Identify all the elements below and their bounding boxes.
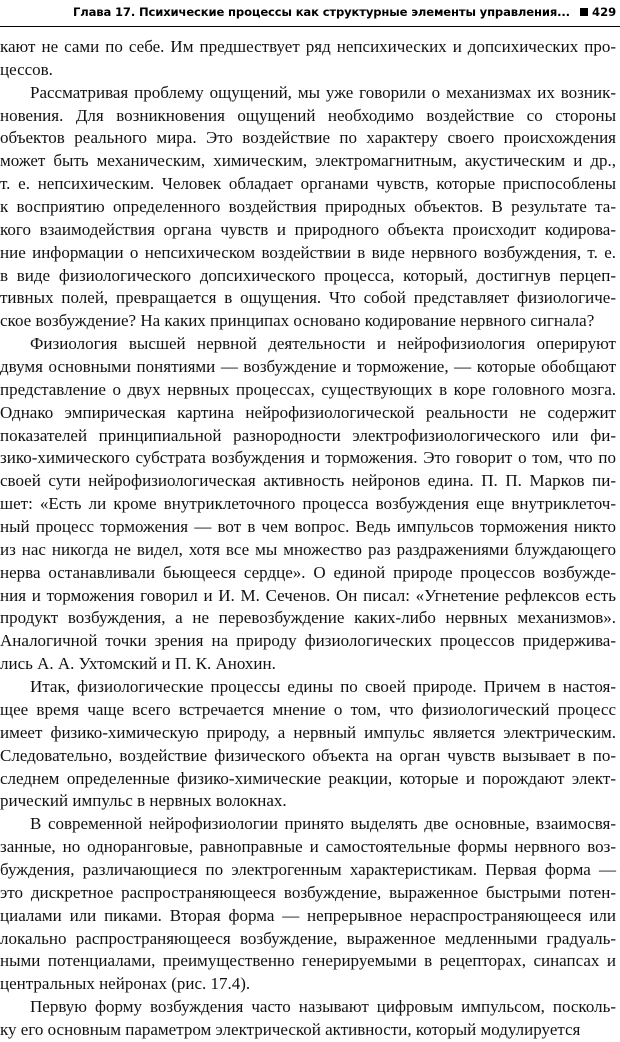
text-line: показателей принципиальной разнородности электрофизиологического или фи- xyxy=(0,425,616,445)
text-line: новения. Для возникновения ощущений необходимо воздействие со стороны xyxy=(0,105,616,125)
text-line: ку его основным параметром электрической активности, который модулируется xyxy=(0,1019,581,1039)
text-line: лись А. А. Ухтомский и П. К. Анохин. xyxy=(0,654,276,674)
text-line: локально распространяющееся возбуждение, выраженное медленными градуаль- xyxy=(0,928,616,948)
square-bullet-icon xyxy=(580,8,588,16)
text-line: центральных нейронах (рис. 17.4). xyxy=(0,974,251,994)
paragraph-first-line: Физиология высшей нервной деятельности и нейрофизиология оперируют xyxy=(30,334,616,354)
text-line: может быть механическим, химическим, электромагнитным, акустическим и др., xyxy=(0,151,616,171)
text-line: имеет физико-химическую природу, а нервный импульс является электрическим. xyxy=(0,722,616,742)
text-line: ское возбуждение? На каких принципах основано кодирование нервного сигнала? xyxy=(0,311,595,331)
text-line: нерва останавливали бьющееся сердце». О единой природе процессов возбужде- xyxy=(0,562,616,582)
body-text xyxy=(0,36,620,1042)
page-number: 429 xyxy=(592,5,617,19)
text-line: Однако эмпирическая картина нейрофизиологической реальности не содержит xyxy=(0,402,616,422)
text-line: из нас никогда не видел, хотя все мы множество раз раздражениями блуждающего xyxy=(0,539,616,559)
text-line: занные, но одноранговые, равноправные и самостоятельные формы нервного воз- xyxy=(0,837,616,857)
text-line: циалами или пиками. Вторая форма — непрерывное нераспространяющееся или xyxy=(0,905,616,925)
chapter-title: Глава 17. Психические процессы как структурные элементы управления... xyxy=(73,5,570,19)
text-line: щее время чаще всего встречается мнение о том, что физиологический процесс xyxy=(0,699,616,719)
text-line: следнем определенные физико-химические реакции, которые и порождают элект- xyxy=(0,768,616,788)
text-line: рический импульс в нервных волокнах. xyxy=(0,791,287,811)
paragraph-first-line: Рассматривая проблему ощущений, мы уже говорили о механизмах их возник- xyxy=(30,82,616,102)
text-line: кают не сами по себе. Им предшествует ряд непсихических и допсихических про- xyxy=(0,37,616,56)
text-line: Аналогичной точки зрения на природу физиологических процессов придержива- xyxy=(0,631,616,651)
text-line: к восприятию определенного воздействия природных объектов. В результате та- xyxy=(0,197,616,217)
text-line: цессов. xyxy=(0,59,53,79)
text-line: ными потенциалами, преимущественно генерируемыми в рецепторах, синапсах и xyxy=(0,951,616,971)
text-line: кого взаимодействия органа чувств и природного объекта происходит кодирова- xyxy=(0,219,616,239)
text-line: ния и торможения говорил и И. М. Сеченов. Он писал: «Угнетение рефлексов есть xyxy=(0,585,616,605)
text-line: ный процесс торможения — вот в чем вопрос. Ведь импульсов торможения никто xyxy=(0,517,616,537)
text-line: объектов реального мира. Это воздействие по характеру своего происхождения xyxy=(0,128,616,148)
text-line: Следовательно, воздействие физического объекта на орган чувств вызывает в по- xyxy=(0,745,616,765)
text-line: в виде физиологического допсихического процесса, который, достигнув перцеп- xyxy=(0,265,616,285)
running-header xyxy=(0,0,620,27)
text-line: представление о двух нервных процессах, существующих в коре головного мозга. xyxy=(0,379,616,399)
text-line: своей сути нейрофизиологическая активность нейронов едина. П. П. Марков пи- xyxy=(0,471,616,491)
paragraph-first-line: Первую форму возбуждения часто называют цифровым импульсом, посколь- xyxy=(30,997,616,1017)
text-line: тивных полей, превращается в ощущения. Что собой представляет физиологиче- xyxy=(0,288,616,308)
paragraph-first-line: Итак, физиологические процессы едины по своей природе. Причем в настоя- xyxy=(30,677,616,697)
text-line: продукт возбуждения, а не перевозбуждение каких-либо нервных механизмов». xyxy=(0,608,616,628)
text-line: т. е. непсихическим. Человек обладает органами чувств, которые приспособлены xyxy=(0,174,616,194)
text-line: шет: «Есть ли кроме внутриклеточного процесса возбуждения еще внутриклеточ- xyxy=(0,494,616,514)
text-line: ние информации о непсихическом воздействии в виде нервного возбуждения, т. е. xyxy=(0,242,616,262)
paragraph-first-line: В современной нейрофизиологии принято выделять две основные, взаимосвя- xyxy=(30,814,616,834)
text-line: двумя основными понятиями — возбуждение и торможение, — которые обобщают xyxy=(0,357,616,377)
text-line: это дискретное распространяющееся возбуждение, выраженное быстрыми потен- xyxy=(0,882,616,902)
text-line: зико-химического субстрата возбуждения и торможения. Это говорит о том, что по xyxy=(0,448,616,468)
text-line: буждения, различающиеся по электрогенным характеристикам. Первая форма — xyxy=(0,859,616,879)
